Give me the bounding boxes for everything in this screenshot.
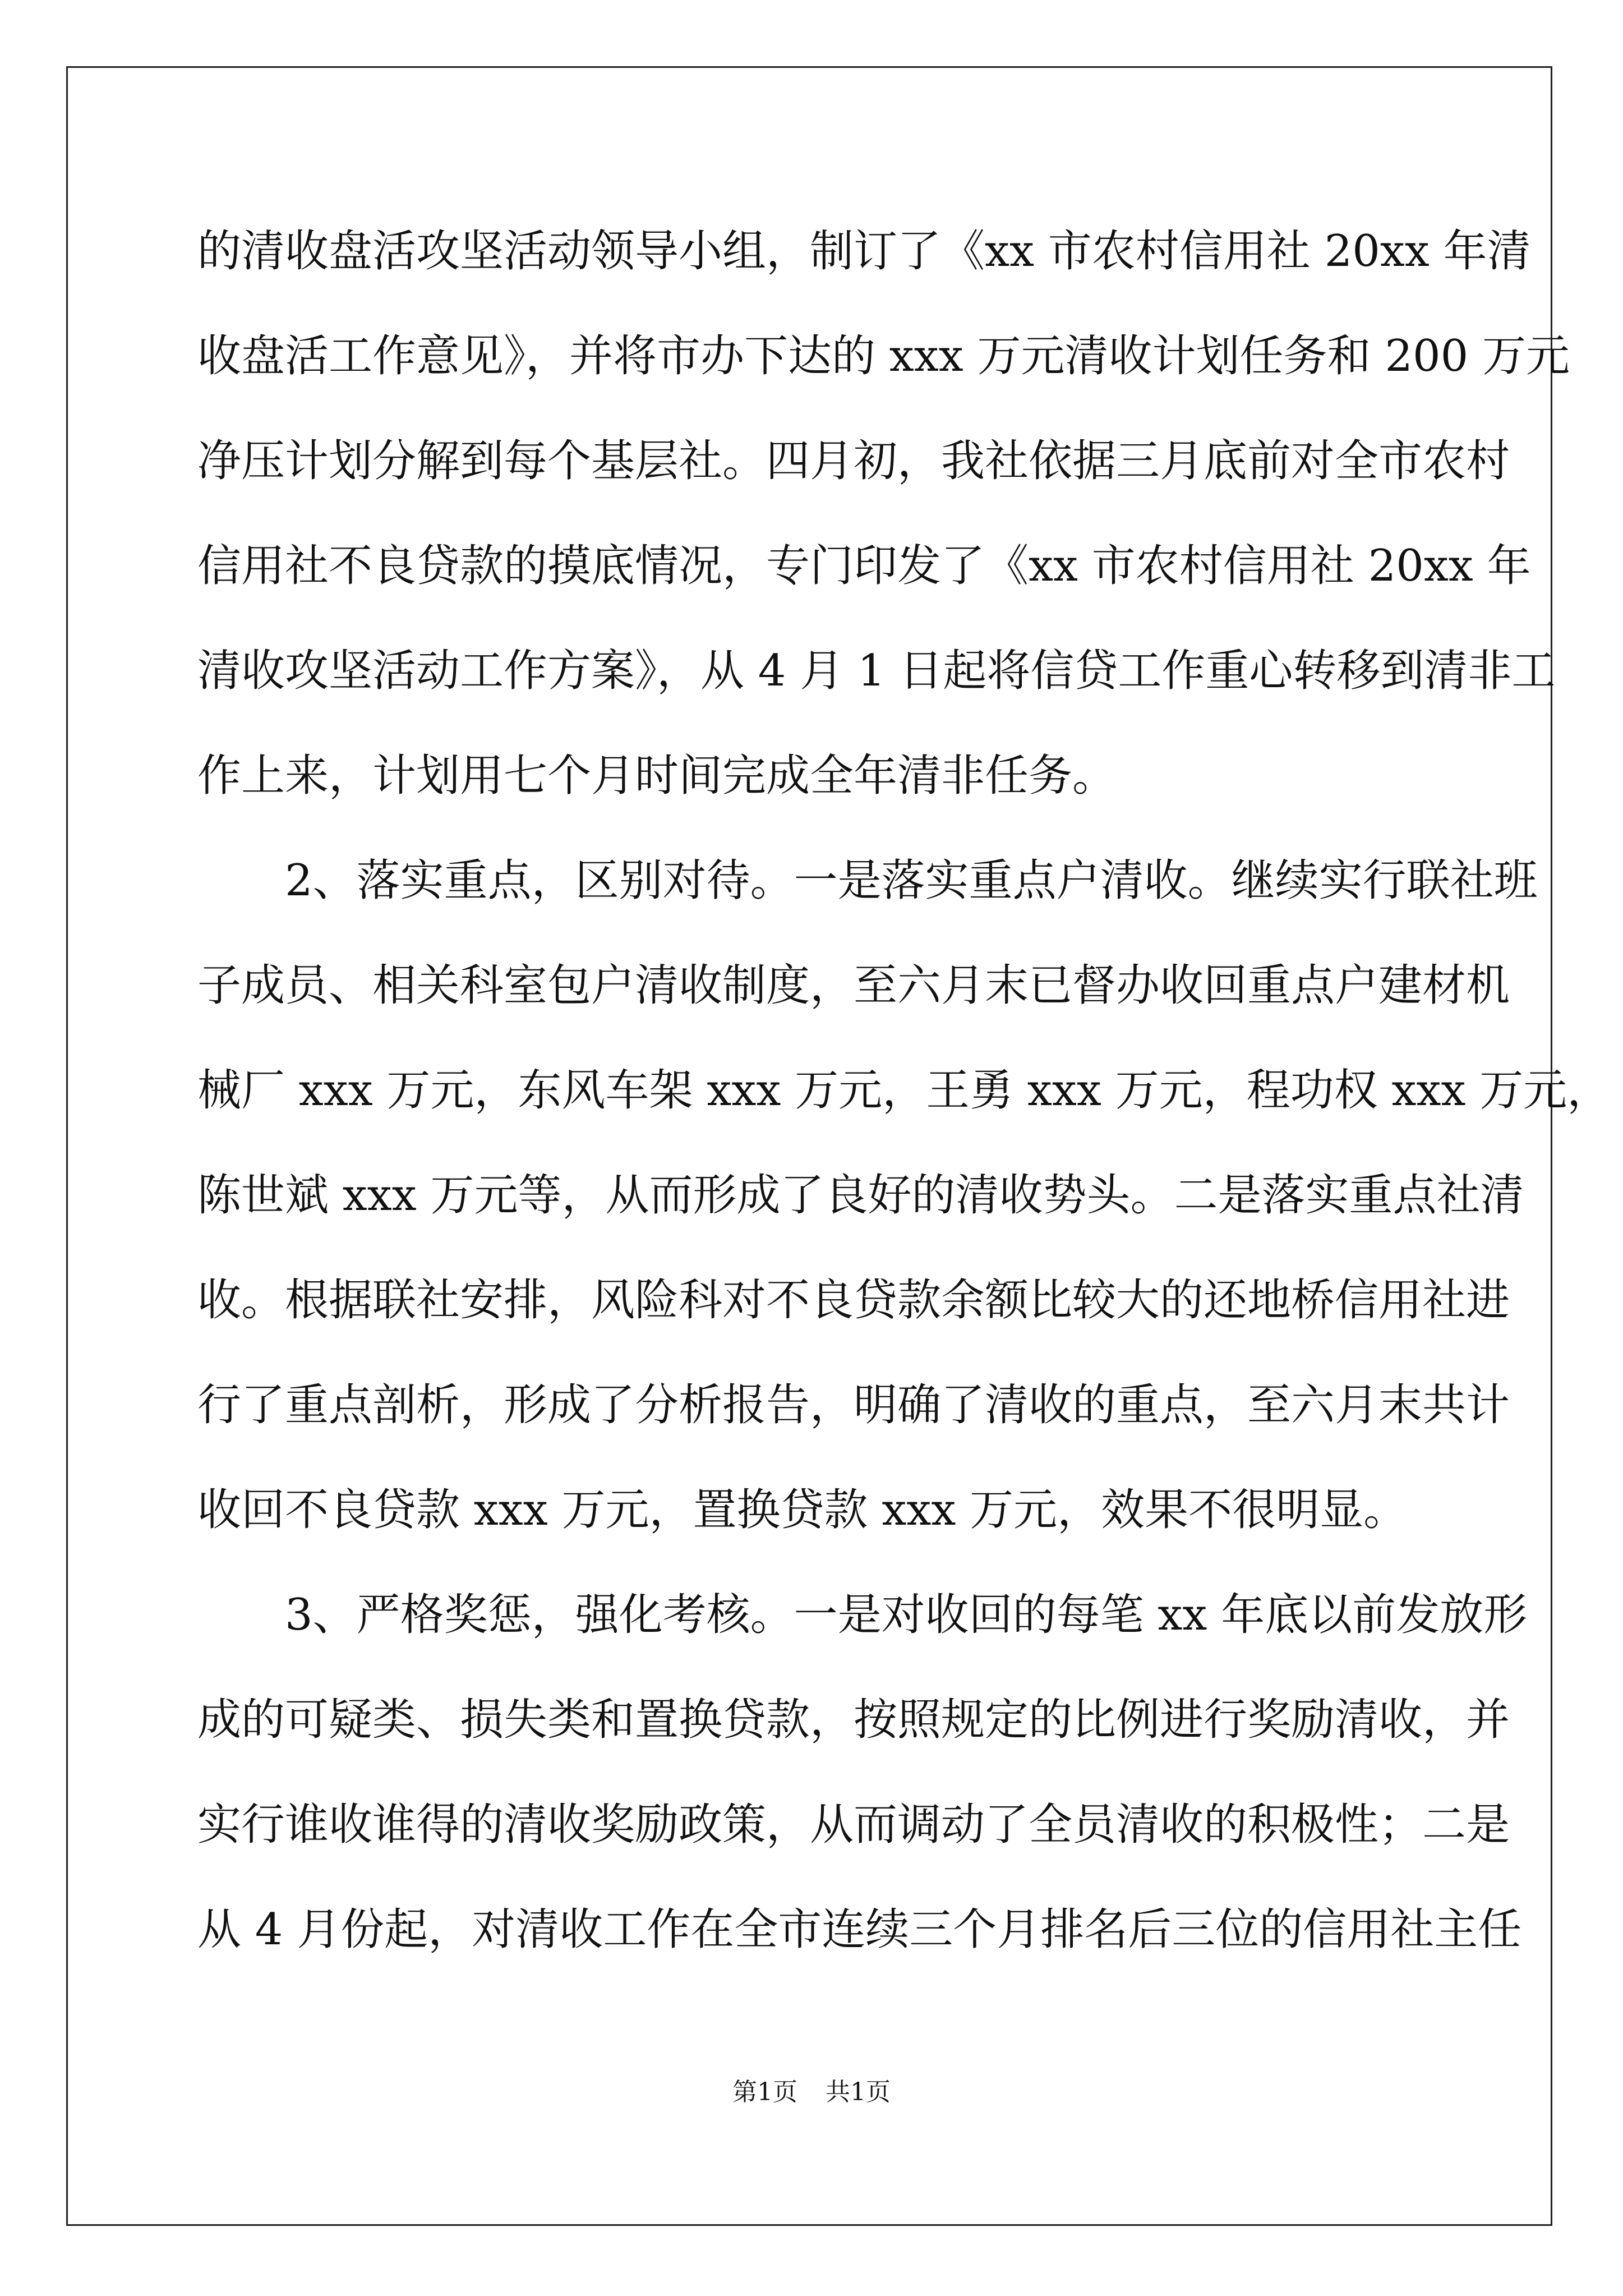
text-line: 作上来，计划用七个月时间完成全年清非任务。: [197, 751, 1117, 801]
text-line: 净压计划分解到每个基层社。四月初，我社依据三月底前对全市农村: [197, 436, 1510, 486]
text-line: 的清收盘活攻坚活动领导小组，制订了《xx 市农村信用社 20xx 年清: [197, 226, 1531, 277]
text-line: 3、严格奖惩，强化考核。一是对收回的每笔 xx 年底以前发放形: [197, 1590, 1528, 1640]
text-line: 械厂 xxx 万元，东风车架 xxx 万元，王勇 xxx 万元，程功权 xxx 万元，: [197, 1065, 1611, 1116]
text-line: 收回不良贷款 xxx 万元，置换贷款 xxx 万元，效果不很明显。: [197, 1485, 1408, 1535]
text-line: 收盘活工作意见》，并将市办下达的 xxx 万元清收计划任务和 200 万元: [197, 331, 1570, 381]
text-line: 清收攻坚活动工作方案》，从 4 月 1 日起将信贷工作重心转移到清非工: [197, 646, 1556, 696]
page-footer: [0, 2076, 1623, 2109]
text-line: 成的可疑类、损失类和置换贷款，按照规定的比例进行奖励清收，并: [197, 1695, 1510, 1745]
text-line: 信用社不良贷款的摸底情况，专门印发了《xx 市农村信用社 20xx 年: [197, 541, 1531, 591]
text-line: 收。根据联社安排，风险科对不良贷款余额比较大的还地桥信用社进: [197, 1275, 1510, 1326]
text-line: 陈世斌 xxx 万元等，从而形成了良好的清收势头。二是落实重点社清: [197, 1170, 1524, 1221]
text-line: 从 4 月份起，对清收工作在全市连续三个月排名后三位的信用社主任: [197, 1904, 1522, 1955]
text-line: 2、落实重点，区别对待。一是落实重点户清收。继续实行联社班: [197, 855, 1538, 906]
page-number: 第1页: [732, 2078, 797, 2106]
text-line: 实行谁收谁得的清收奖励政策，从而调动了全员清收的积极性；二是: [197, 1800, 1510, 1850]
page-total: 共1页: [826, 2078, 891, 2106]
text-line: 子成员、相关科室包户清收制度，至六月末已督办收回重点户建材机: [197, 960, 1510, 1011]
text-line: 行了重点剖析，形成了分析报告，明确了清收的重点，至六月末共计: [197, 1380, 1510, 1430]
